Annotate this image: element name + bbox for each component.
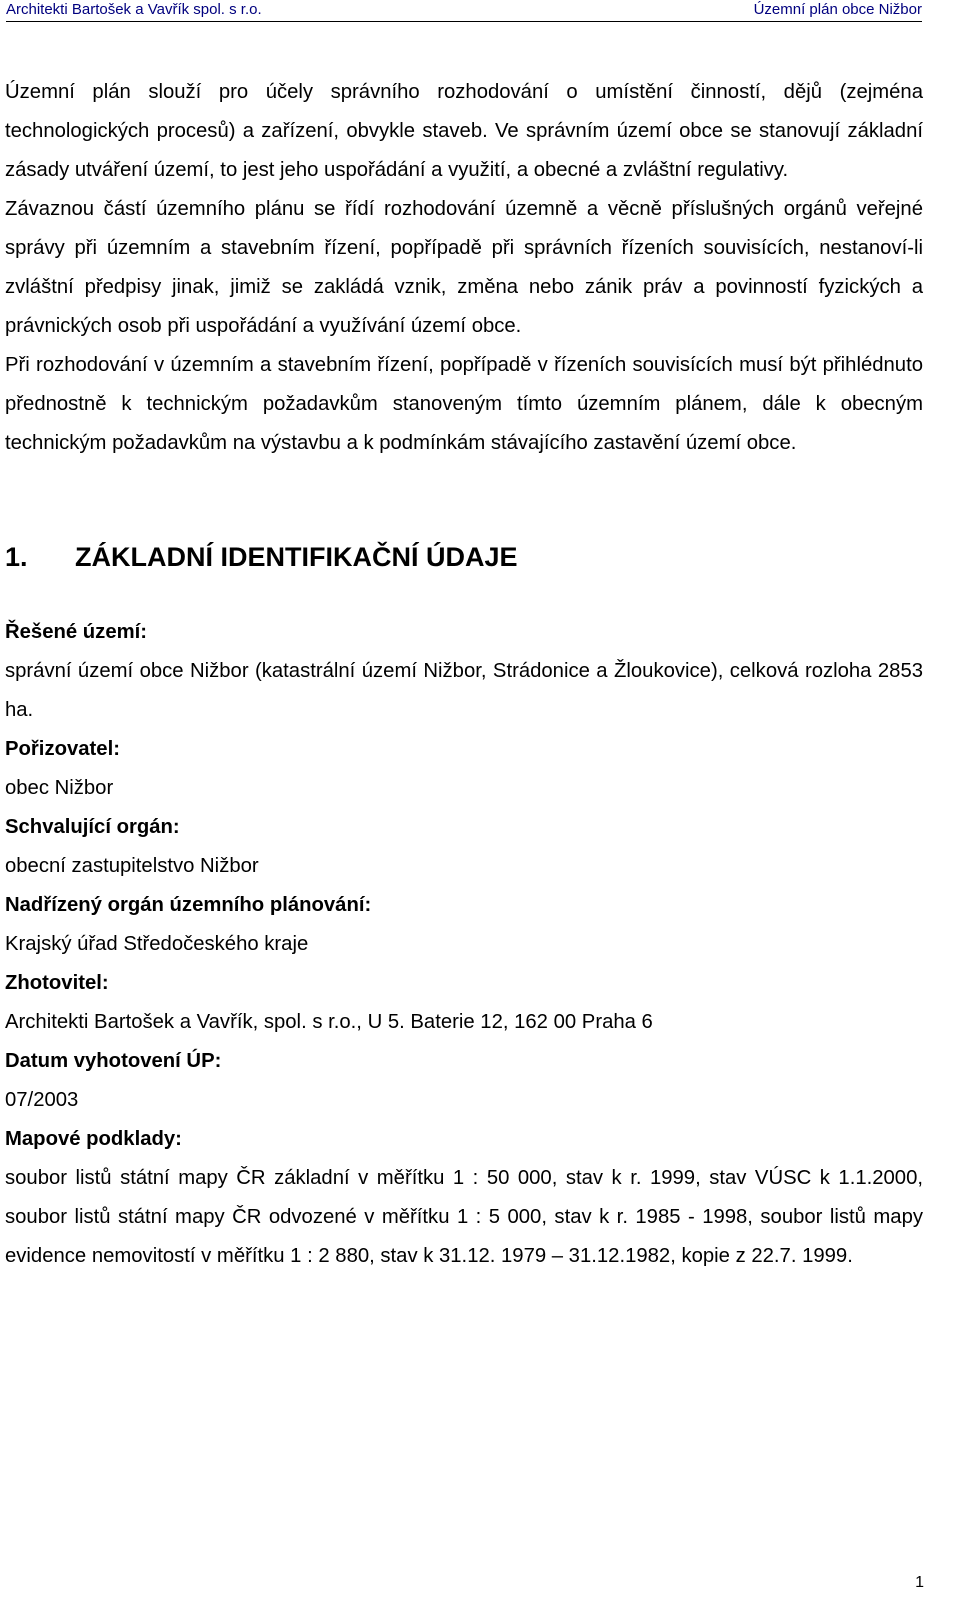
- field-value-nadrizeny-organ: Krajský úřad Středočeského kraje: [5, 933, 309, 955]
- header-document-title: Územní plán obce Nižbor: [753, 1, 922, 18]
- field-value-mapove-podklady: soubor listů státní mapy ČR základní v měřítku 1 : 50 000, stav k r. 1999, stav VÚSC k 1.1.2000, soubor listů státní mapy ČR odvozené v měřítku 1 : 5 000, stav k r. 1985 - 1998, soubor listů mapy evidence nemovitostí v měřítku 1 : 2 880, stav k 31.12. 1979 – 31.12.1982, kopie z 22.7. 1999.: [5, 1167, 923, 1267]
- field-label-mapove-podklady: Mapové podklady:: [5, 1128, 182, 1150]
- field-value-datum-vyhotoveni: 07/2003: [5, 1089, 79, 1111]
- field-label-nadrizeny-organ: Nadřízený orgán územního plánování:: [5, 894, 372, 916]
- field-value-schvalujici-organ: obecní zastupitelstvo Nižbor: [5, 855, 259, 877]
- section-number: 1.: [5, 542, 28, 572]
- running-header: [6, 0, 922, 22]
- header-company: Architekti Bartošek a Vavřík spol. s r.o.: [6, 1, 262, 18]
- intro-paragraph-3: Při rozhodování v územním a stavebním řízení, popřípadě v řízeních souvisících musí být přihlédnuto přednostně k technickým požadavkům stanoveným tímto územním plánem, dále k obecným technickým požadavkům na výstavbu a k podmínkám stávajícího zastavění území obce.: [5, 354, 923, 454]
- field-label-porizovatel: Pořizovatel:: [5, 738, 120, 760]
- document-body: [5, 73, 923, 1276]
- field-label-datum-vyhotoveni: Datum vyhotovení ÚP:: [5, 1050, 222, 1072]
- field-label-zhotovitel: Zhotovitel:: [5, 972, 109, 994]
- field-value-porizovatel: obec Nižbor: [5, 777, 114, 799]
- field-label-reseni-uzemi: Řešené území:: [5, 621, 148, 643]
- section-title: ZÁKLADNÍ IDENTIFIKAČNÍ ÚDAJE: [75, 542, 518, 572]
- section-heading: [5, 537, 923, 577]
- intro-paragraph-1: Územní plán slouží pro účely správního rozhodování o umístění činností, dějů (zejména technologických procesů) a zařízení, obvykle staveb. Ve správním území obce se stanovují základní zásady utváření území, to jest jeho uspořádání a využití, a obecné a zvláštní regulativy.: [5, 81, 923, 181]
- field-value-zhotovitel: Architekti Bartošek a Vavřík, spol. s r.o., U 5. Baterie 12, 162 00 Praha 6: [5, 1011, 653, 1033]
- intro-paragraph-2: Závaznou částí územního plánu se řídí rozhodování územně a věcně příslušných orgánů veřejné správy při územním a stavebním řízení, popřípadě při správních řízeních souvisících, nestanoví-li zvláštní předpisy jinak, jimiž se zakládá vznik, změna nebo zánik práv a povinností fyzických a právnických osob při uspořádání a využívání území obce.: [5, 198, 923, 337]
- page-number: 1: [915, 1574, 924, 1591]
- field-label-schvalujici-organ: Schvalující orgán:: [5, 816, 180, 838]
- field-value-reseni-uzemi: správní území obce Nižbor (katastrální území Nižbor, Strádonice a Žloukovice), celková rozloha 2853 ha.: [5, 660, 923, 721]
